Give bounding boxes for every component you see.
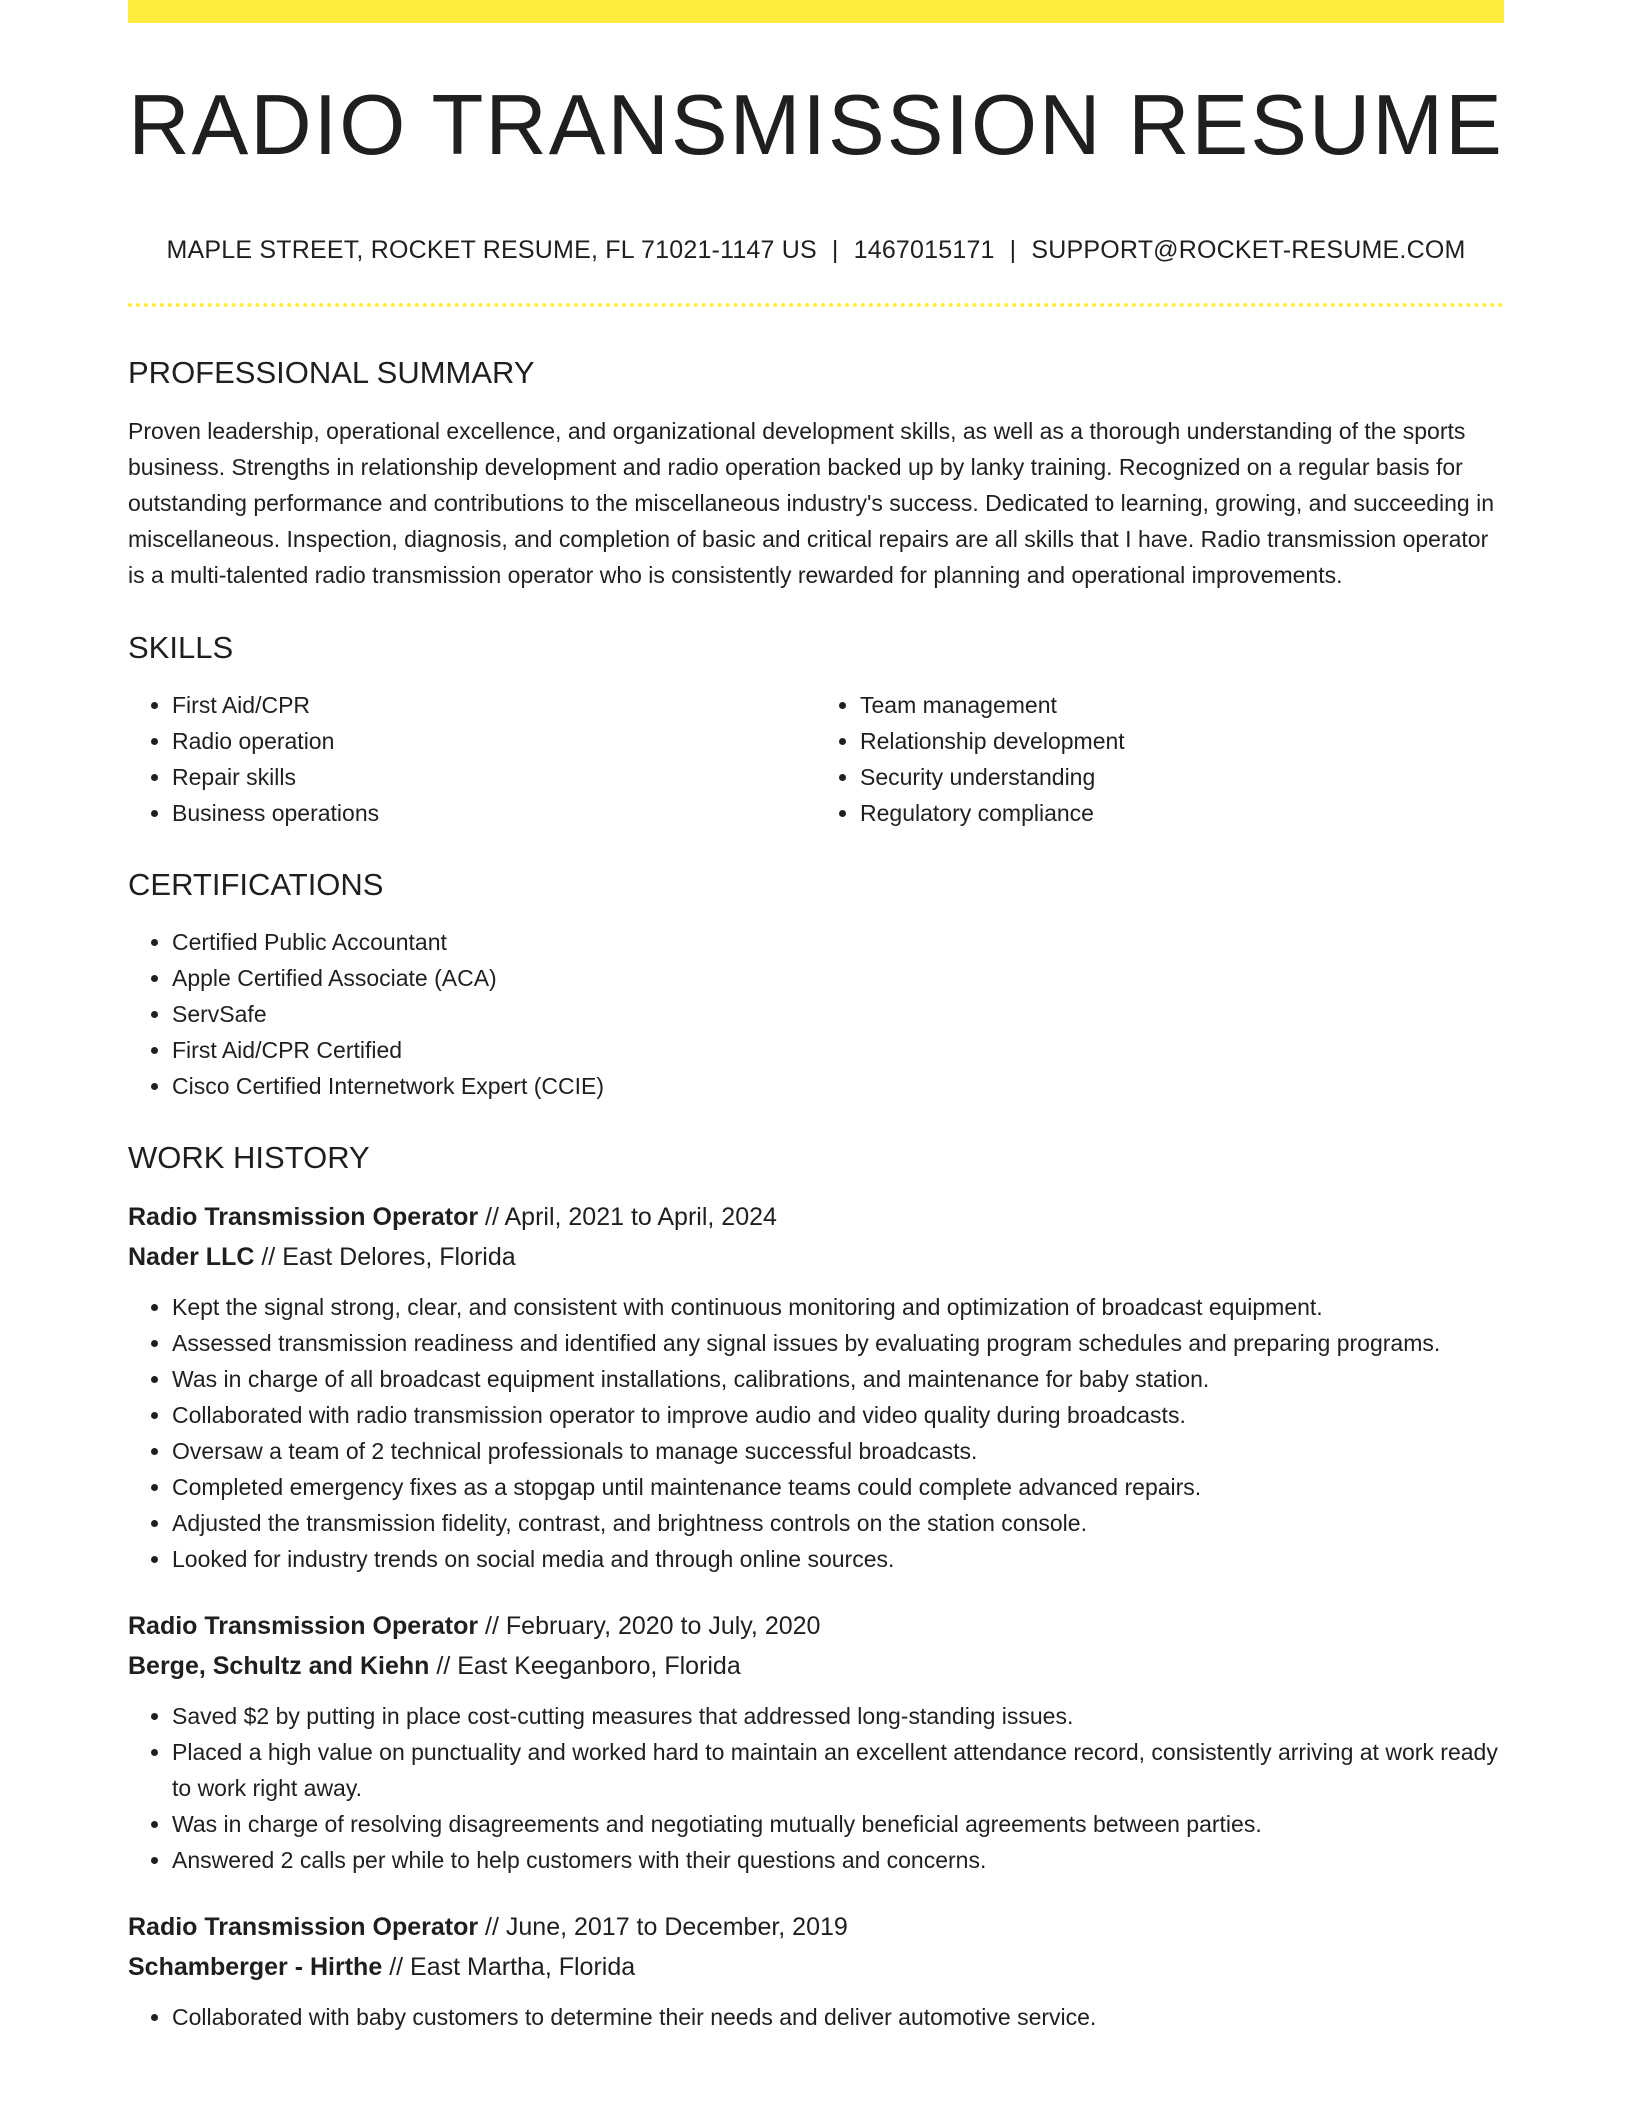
job-location: East Delores, Florida: [282, 1243, 516, 1271]
certification-item: • First Aid/CPR Certified: [172, 1032, 1504, 1068]
certification-item: • Cisco Certified Internetwork Expert (CCIE): [172, 1068, 1504, 1104]
skill-item: • Team management: [860, 687, 1504, 723]
dotted-divider: [128, 303, 1504, 307]
skill-item: • First Aid/CPR: [172, 687, 816, 723]
job-separator: //: [254, 1243, 283, 1271]
job-duties-list: [128, 1698, 1504, 1878]
duty-item: • Saved $2 by putting in place cost-cutting measures that addressed long-standing issues.: [172, 1698, 1504, 1734]
job-separator: //: [478, 1203, 505, 1231]
job-separator: //: [382, 1953, 411, 1981]
summary-heading: PROFESSIONAL SUMMARY: [128, 355, 535, 390]
job-company-line: [128, 1237, 1504, 1277]
contact-address: MAPLE STREET, ROCKET RESUME, FL 71021-1147 US: [166, 236, 817, 264]
skill-item: • Relationship development: [860, 723, 1504, 759]
job-location: East Martha, Florida: [410, 1953, 636, 1981]
skills-right-list: [816, 687, 1504, 831]
contact-separator: |: [1009, 236, 1017, 264]
skill-item: • Security understanding: [860, 759, 1504, 795]
certification-item: • ServSafe: [172, 996, 1504, 1032]
job-company-line: [128, 1646, 1504, 1686]
duty-item: • Oversaw a team of 2 technical professionals to manage successful broadcasts.: [172, 1433, 1504, 1469]
job-title-line: [128, 1197, 1504, 1237]
job-title: Radio Transmission Operator: [128, 1612, 479, 1640]
contact-email: SUPPORT@ROCKET-RESUME.COM: [1031, 236, 1466, 264]
job-title-line: [128, 1907, 1504, 1947]
job-entry: [128, 1197, 1504, 1577]
certifications-heading: CERTIFICATIONS: [128, 867, 384, 902]
duty-item: • Adjusted the transmission fidelity, contrast, and brightness controls on the station console.: [172, 1505, 1504, 1541]
duty-item: • Collaborated with radio transmission operator to improve audio and video quality during broadcasts.: [172, 1397, 1504, 1433]
duty-item: • Placed a high value on punctuality and worked hard to maintain an excellent attendance record, consistently arriving at work ready to work right away.: [172, 1734, 1504, 1806]
job-separator: //: [478, 1913, 506, 1941]
skills-heading: SKILLS: [128, 630, 234, 665]
skills-left-list: [128, 687, 816, 831]
job-entry: [128, 1907, 1504, 2035]
job-separator: //: [478, 1612, 506, 1640]
skill-item: • Regulatory compliance: [860, 795, 1504, 831]
job-separator: //: [429, 1652, 458, 1680]
job-company: Nader LLC: [128, 1243, 255, 1271]
skill-item: • Repair skills: [172, 759, 816, 795]
job-title: Radio Transmission Operator: [128, 1913, 479, 1941]
job-company: Schamberger - Hirthe: [128, 1953, 383, 1981]
contact-line: [128, 238, 1504, 263]
contact-phone: 1467015171: [853, 236, 995, 264]
job-title: Radio Transmission Operator: [128, 1203, 479, 1231]
job-duties-list: [128, 1289, 1504, 1577]
job-dates: April, 2021 to April, 2024: [504, 1203, 777, 1231]
job-location: East Keeganboro, Florida: [457, 1652, 741, 1680]
work-history-heading: WORK HISTORY: [128, 1140, 370, 1175]
duty-item: • Answered 2 calls per while to help customers with their questions and concerns.: [172, 1842, 1504, 1878]
contact-separator: |: [831, 236, 839, 264]
certification-item: • Apple Certified Associate (ACA): [172, 960, 1504, 996]
duty-item: • Collaborated with baby customers to determine their needs and deliver automotive service.: [172, 1999, 1504, 2035]
duty-item: • Completed emergency fixes as a stopgap until maintenance teams could complete advanced repairs.: [172, 1469, 1504, 1505]
job-dates: February, 2020 to July, 2020: [505, 1612, 821, 1640]
job-dates: June, 2017 to December, 2019: [505, 1913, 848, 1941]
accent-bar: [128, 0, 1504, 23]
duty-item: • Kept the signal strong, clear, and consistent with continuous monitoring and optimization of broadcast equipment.: [172, 1289, 1504, 1325]
job-entry: [128, 1606, 1504, 1878]
certification-item: • Certified Public Accountant: [172, 924, 1504, 960]
job-title-line: [128, 1606, 1504, 1646]
duty-item: • Was in charge of resolving disagreements and negotiating mutually beneficial agreements between parties.: [172, 1806, 1504, 1842]
duty-item: • Assessed transmission readiness and identified any signal issues by evaluating program schedules and preparing programs.: [172, 1325, 1504, 1361]
duty-item: • Looked for industry trends on social media and through online sources.: [172, 1541, 1504, 1577]
resume-title: RADIO TRANSMISSION RESUME: [128, 78, 1504, 173]
duty-item: • Was in charge of all broadcast equipment installations, calibrations, and maintenance for baby station.: [172, 1361, 1504, 1397]
job-company: Berge, Schultz and Kiehn: [128, 1652, 430, 1680]
summary-text: Proven leadership, operational excellence, and organizational development skills, as well as a thorough understanding of the sports business. Strengths in relationship development and radio operation backed up by lanky training. Recognized on a regular basis for outstanding performance and contributions to the miscellaneous industry's success. Dedicated to learning, growing, and succeeding in miscellaneous. Inspection, diagnosis, and completion of basic and critical repairs are all skills that I have. Radio transmission operator is a multi-talented radio transmission operator who is consistently rewarded for planning and operational improvements.: [128, 418, 1495, 588]
job-company-line: [128, 1947, 1504, 1987]
resume-page: [128, 0, 1504, 2035]
job-duties-list: [128, 1999, 1504, 2035]
skill-item: • Business operations: [172, 795, 816, 831]
skill-item: • Radio operation: [172, 723, 816, 759]
skills-columns: [128, 687, 1504, 831]
certifications-list: [128, 924, 1504, 1104]
